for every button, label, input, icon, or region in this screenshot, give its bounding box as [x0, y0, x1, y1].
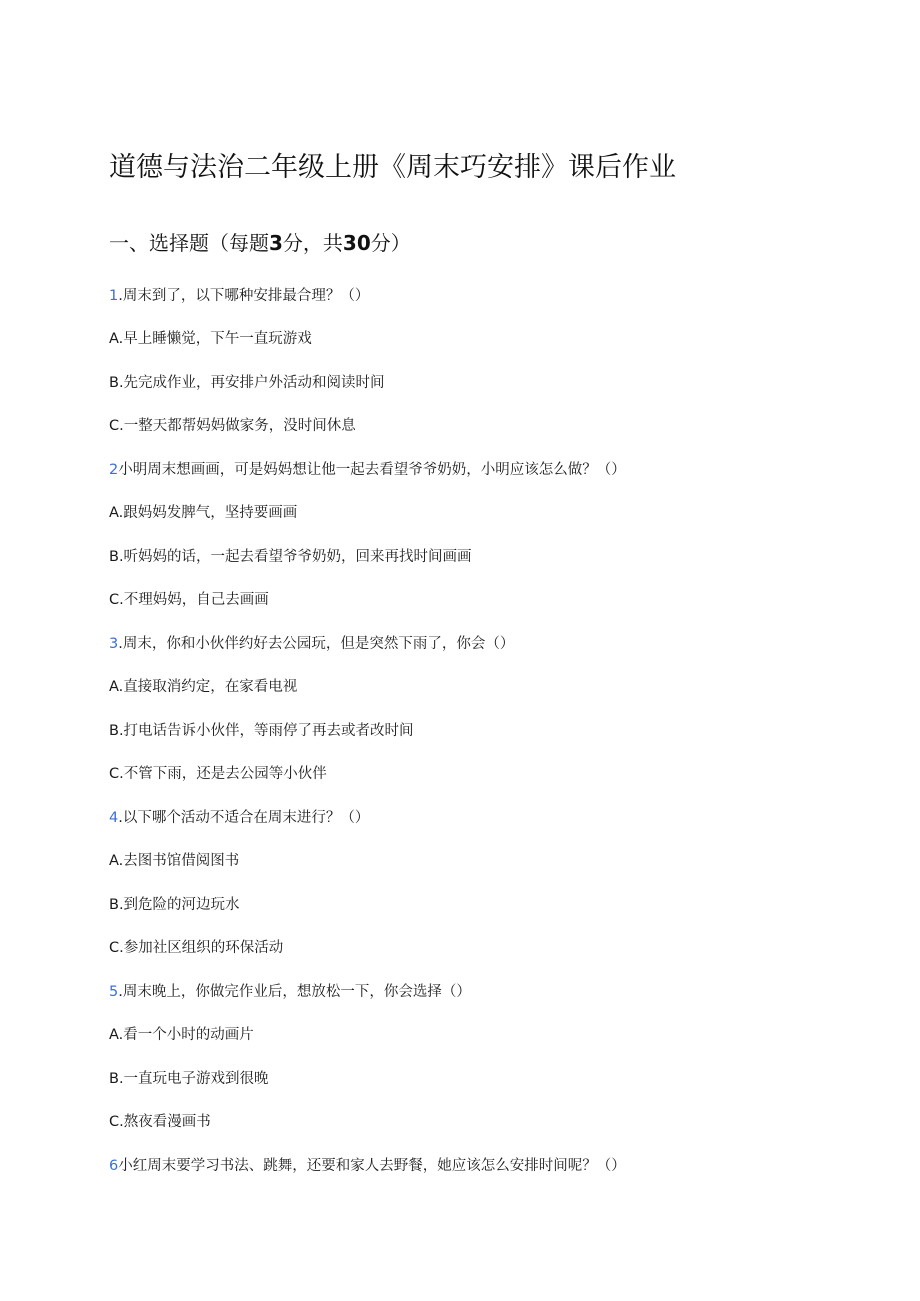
question-2-option-b: B.听妈妈的话，一起去看望爷爷奶奶，回来再找时间画画	[109, 549, 472, 565]
question-5-option-a: A.看一个小时的动画片	[109, 1027, 254, 1043]
question-number: 3	[109, 636, 119, 652]
question-number: 1	[109, 288, 119, 304]
question-2	[109, 458, 626, 482]
question-1-option-b: B.先完成作业，再安排户外活动和阅读时间	[109, 375, 385, 391]
question-number: 6	[109, 1158, 119, 1174]
question-text: 以下哪个活动不适合在周末进行？（）	[122, 810, 370, 826]
question-number: 2	[109, 462, 119, 478]
question-4-option-c: C.参加社区组织的环保活动	[109, 940, 284, 956]
question-text: 周末到了，以下哪种安排最合理？（）	[122, 288, 370, 304]
question-number: 5	[109, 984, 119, 1000]
question-text: 周末晚上，你做完作业后，想放松一下，你会选择（）	[122, 984, 471, 1000]
question-number: 4	[109, 810, 119, 826]
question-2-option-c: C.不理妈妈，自己去画画	[109, 592, 269, 608]
document-title: 道德与法治二年级上册《周末巧安排》课后作业	[109, 152, 676, 183]
section-heading-prefix: 一、选择题（每题	[109, 231, 269, 255]
question-3-option-a: A.直接取消约定，在家看电视	[109, 679, 298, 695]
question-number-separator: .	[118, 288, 123, 304]
question-number-separator: .	[118, 636, 123, 652]
question-1	[109, 284, 369, 308]
question-3-option-c: C.不管下雨，还是去公园等小伙伴	[109, 766, 327, 782]
section-points-total: 30	[342, 231, 371, 255]
question-3-option-b: B.打电话告诉小伙伴，等雨停了再去或者改时间	[109, 723, 414, 739]
question-5-option-c: C.熬夜看漫画书	[109, 1114, 211, 1130]
question-text: 小红周末要学习书法、跳舞，还要和家人去野餐，她应该怎么安排时间呢？（）	[118, 1158, 626, 1174]
question-5-option-b: B.一直玩电子游戏到很晚	[109, 1071, 269, 1087]
question-text: 小明周末想画画，可是妈妈想让他一起去看望爷爷奶奶，小明应该怎么做？（）	[118, 462, 626, 478]
question-4-option-b: B.到危险的河边玩水	[109, 897, 240, 913]
question-6	[109, 1154, 626, 1178]
section-points-each: 3	[269, 231, 283, 255]
question-number-separator: .	[118, 984, 123, 1000]
section-heading-middle: 分，共	[282, 231, 343, 255]
question-5	[109, 980, 471, 1004]
question-4-option-a: A.去图书馆借阅图书	[109, 853, 240, 869]
question-4	[109, 806, 369, 830]
question-text: 周末，你和小伙伴约好去公园玩，但是突然下雨了，你会（）	[122, 636, 515, 652]
question-2-option-a: A.跟妈妈发脾气，坚持要画画	[109, 505, 298, 521]
section-heading-multiple-choice	[109, 226, 411, 260]
question-1-option-a: A.早上睡懒觉，下午一直玩游戏	[109, 331, 312, 347]
question-3	[109, 632, 514, 656]
question-1-option-c: C.一整天都帮妈妈做家务，没时间休息	[109, 418, 356, 434]
question-number-separator: .	[118, 810, 123, 826]
section-heading-suffix: 分）	[370, 231, 411, 255]
